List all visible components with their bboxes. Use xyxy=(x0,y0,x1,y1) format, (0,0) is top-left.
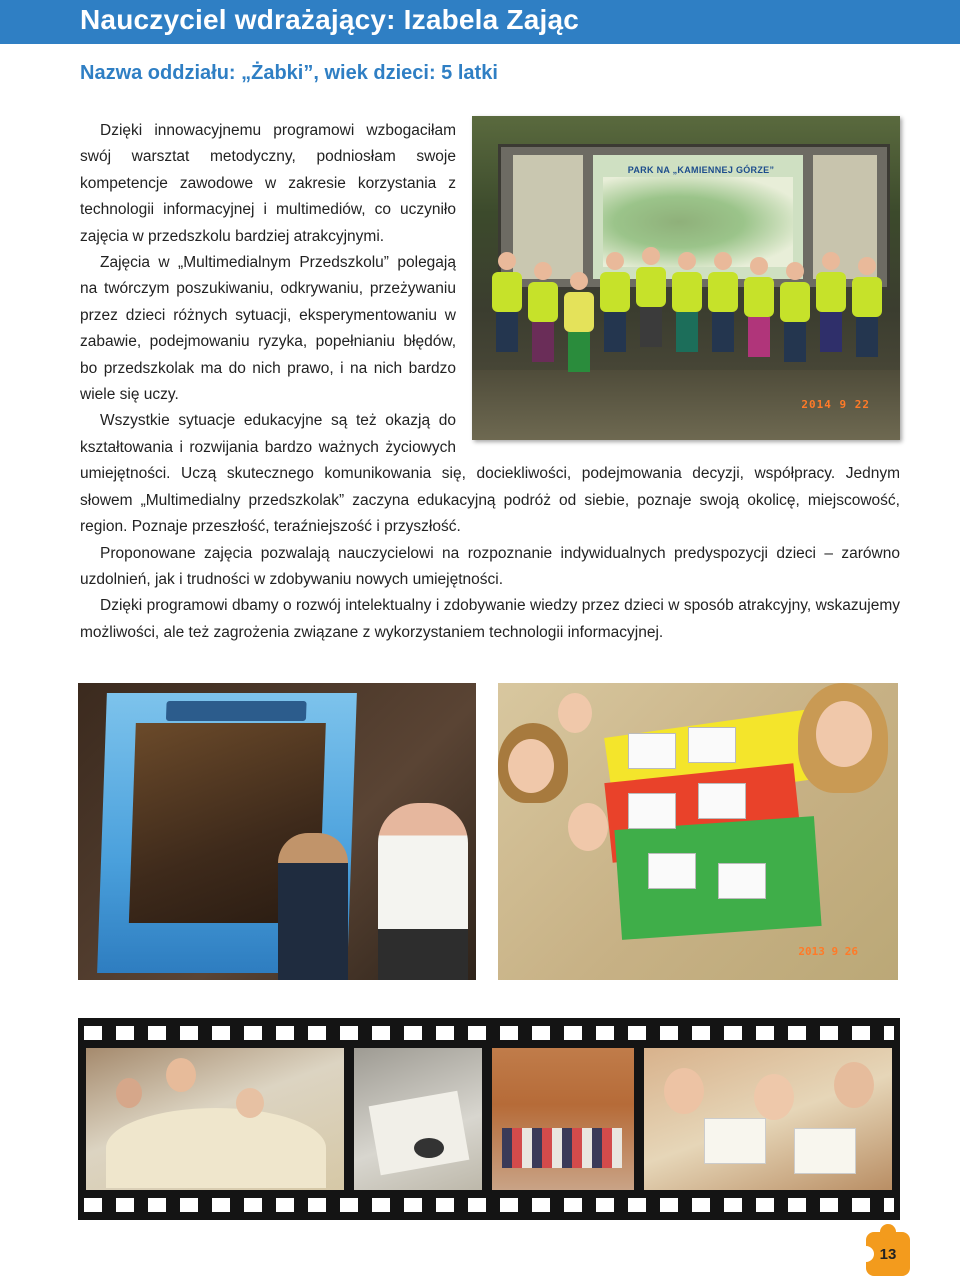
page-number: 13 xyxy=(879,1245,897,1263)
carpet-photo-date: 2013 9 26 xyxy=(798,945,858,958)
page-number-badge xyxy=(866,1232,910,1276)
park-sign-text: PARK NA „KAMIENNEJ GÓRZE” xyxy=(627,165,775,175)
paragraph-4: Proponowane zajęcia pozwalają nauczycielowi na rozpoznanie indywidualnych predyspozycji dzieci – zarówno uzdolnień, jak i trudności w zdobywaniu nowych umiejętności. xyxy=(80,544,900,588)
gallery-photo-table xyxy=(86,1048,344,1190)
gallery-photo-cards xyxy=(644,1048,892,1190)
page-title: Nauczyciel wdrażający: Izabela Zając xyxy=(80,4,580,35)
interactive-board-photo xyxy=(78,683,476,980)
park-photo-date: 2014 9 22 xyxy=(801,397,870,411)
group-subtitle: Nazwa oddziału: „Żabki”, wiek dzieci: 5 latki xyxy=(80,62,498,84)
gallery-photo-hall xyxy=(492,1048,634,1190)
paragraph-1: Dzięki innowacyjnemu programowi wzbogaciłam swój warsztat metodyczny, podniosłam swoje kompetencje zawodowe w zakresie korzystania z technologii informacyjnej i multimediów, co uczyniło zajęcia w przedszkolu bardziej atrakcyjnymi. xyxy=(80,122,456,245)
article-body xyxy=(80,118,900,646)
park-photo xyxy=(472,116,900,440)
carpet-activity-photo xyxy=(498,683,898,980)
header-bar xyxy=(0,0,960,44)
gallery-photo-worksheet xyxy=(354,1048,482,1190)
paragraph-5: Dzięki programowi dbamy o rozwój intelektualny i zdobywanie wiedzy przez dzieci w sposób atrakcyjny, wskazujemy możliwości, ale też zagrożenia związane z wykorzystaniem technologii informacyjnej. xyxy=(80,597,900,641)
paragraph-3: Wszystkie sytuacje edukacyjne są też okazją do kształtowania i rozwijania bardzo ważnych życiowych umiejętności. Uczą skutecznego komunikowania się, dociekliwości, podejmowania decyzji, współpracy. Jednym słowem „Multimedialny przedszkolak” zaczyna edukacyjną podróż od siebie, poznaje swoją okolicę, miejscowość, region. Poznaje przeszłość, teraźniejszość i przyszłość. xyxy=(80,412,900,536)
film-strip-gallery xyxy=(78,1018,900,1220)
paragraph-2: Zajęcia w „Multimedialnym Przedszkolu” polegają na twórczym poszukiwaniu, odkrywaniu, przeżywaniu przez dzieci różnych sytuacji, eksperymentowaniu w zabawie, podejmowaniu ryzyka, popełnianiu błędów, bo przedszkolak ma do nich prawo, i na nich bardzo wiele się uczy. xyxy=(80,254,456,404)
